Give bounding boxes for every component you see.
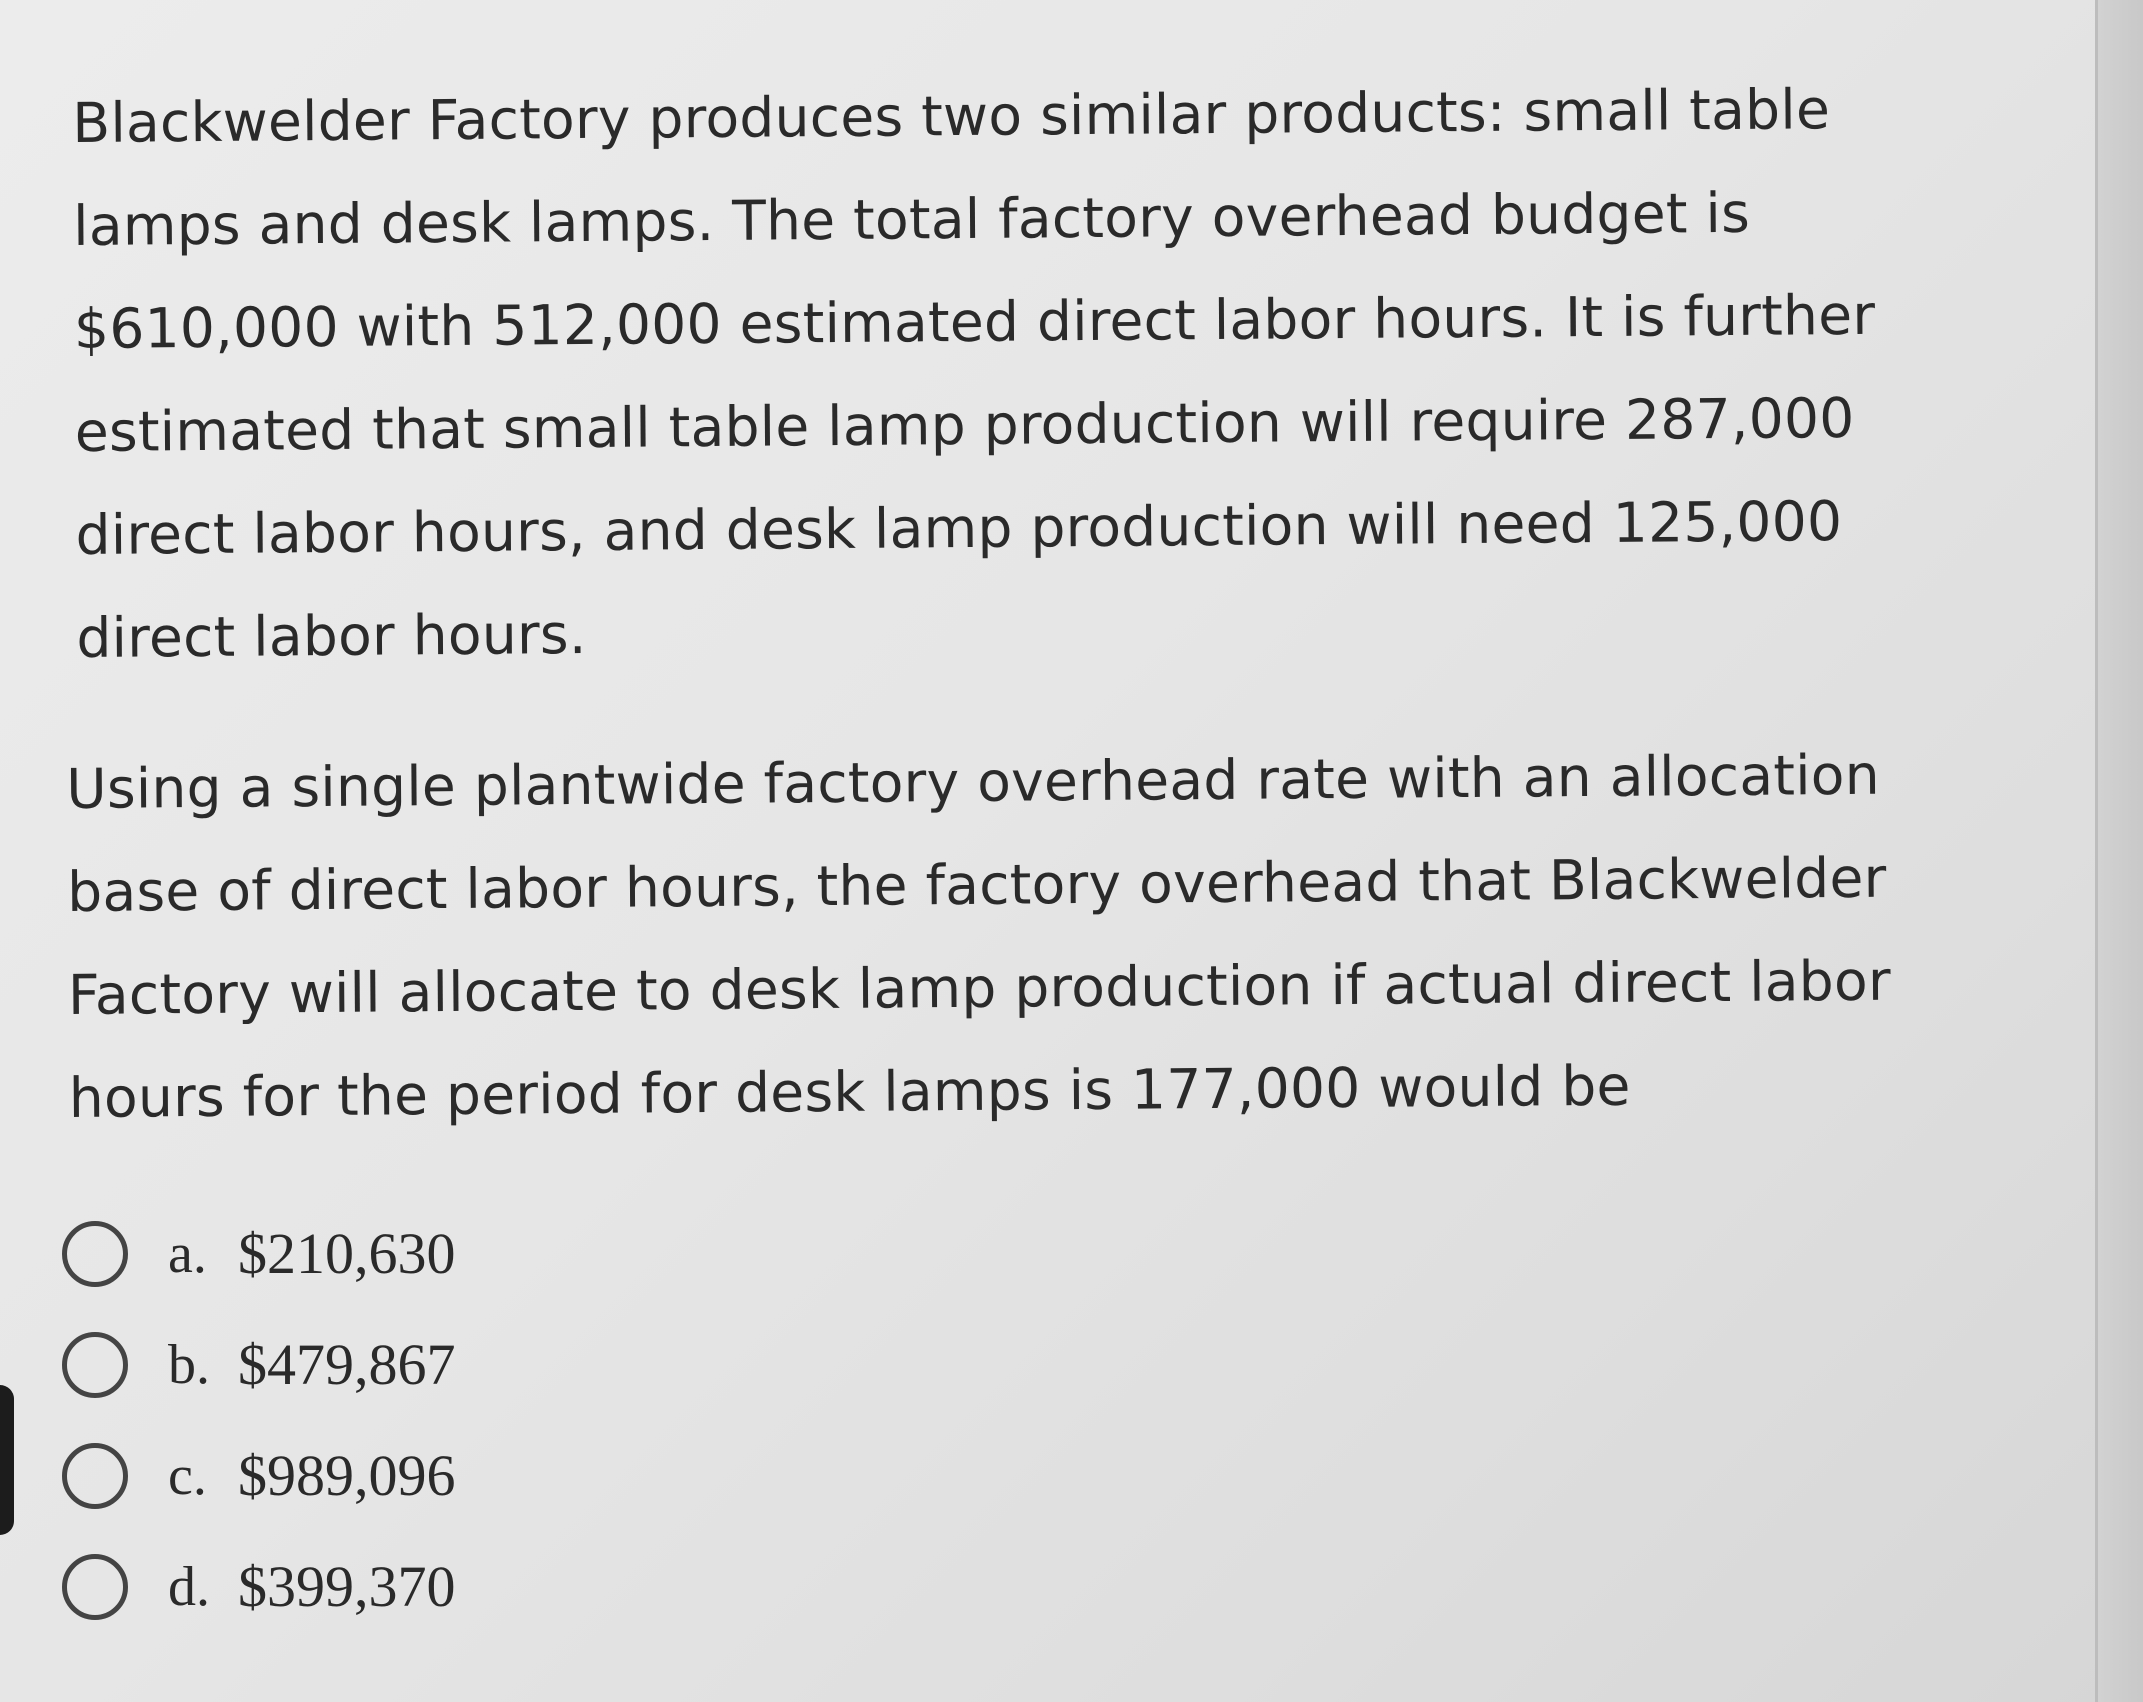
- option-d[interactable]: [62, 1531, 962, 1642]
- question-line: estimated that small table lamp production will require 287,000: [74, 386, 1855, 464]
- radio-button-d[interactable]: [62, 1554, 128, 1620]
- question-line: hours for the period for desk lamps is 177,000 would be: [68, 1053, 1631, 1130]
- question-line: Factory will allocate to desk lamp production if actual direct labor: [67, 948, 1892, 1027]
- option-a[interactable]: [62, 1198, 962, 1309]
- radio-button-b[interactable]: [62, 1332, 128, 1398]
- radio-button-a[interactable]: [62, 1221, 128, 1287]
- question-paragraph-2: [66, 722, 2059, 1150]
- option-b[interactable]: [62, 1309, 962, 1420]
- answer-options: [62, 1198, 962, 1642]
- question-line: direct labor hours, and desk lamp production will need 125,000: [75, 489, 1843, 567]
- option-value: $399,370: [238, 1554, 456, 1619]
- question-line: $610,000 with 512,000 estimated direct labor hours. It is further: [73, 282, 1876, 361]
- question-line: direct labor hours.: [76, 601, 587, 670]
- question-line: Using a single plantwide factory overhead rate with an allocation: [66, 742, 1881, 821]
- option-letter: b.: [168, 1333, 210, 1396]
- radio-button-c[interactable]: [62, 1443, 128, 1509]
- option-value: $479,867: [238, 1332, 456, 1397]
- question-paragraph-1: [72, 56, 2067, 690]
- screen-edge: [2095, 0, 2143, 1702]
- option-letter: d.: [168, 1555, 210, 1618]
- option-c[interactable]: [62, 1420, 962, 1531]
- question-line: base of direct labor hours, the factory overhead that Blackwelder: [66, 845, 1887, 924]
- option-value: $989,096: [238, 1443, 456, 1508]
- option-value: $210,630: [238, 1221, 456, 1286]
- option-letter: c.: [168, 1444, 207, 1507]
- option-letter: a.: [168, 1222, 207, 1285]
- question-line: Blackwelder Factory produces two similar products: small table: [72, 77, 1831, 155]
- question-line: lamps and desk lamps. The total factory overhead budget is: [72, 180, 1751, 258]
